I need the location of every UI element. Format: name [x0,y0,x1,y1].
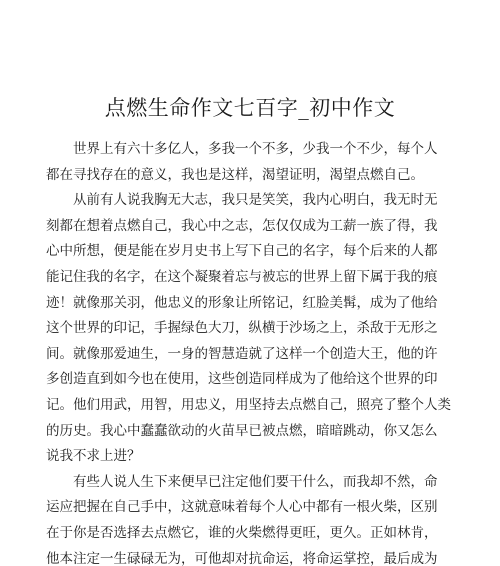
article-body [46,137,456,566]
text-line: 有些人说人生下来便早已注定他们要干什么，而我却不然，命 [73,473,438,490]
text-line: 多创造直到如今也在使用，这些创造同样成为了他给这个世界的印 [46,371,438,388]
text-line: 从前有人说我胸无大志，我只是笑笑，我内心明白，我无时无 [73,192,438,209]
text-line: 间。就像那爱迪生，一身的智慧造就了这样一个创造大王，他的许 [46,345,438,362]
text-line: 说我不求上进？ [46,448,141,465]
text-line: 迹！就像那关羽，他忠义的形象让所铭记，红脸美髯，成为了他给 [46,294,438,311]
text-line: 刻都在想着点燃自己，我心中之志，怎仅仅成为工薪一族了得，我 [46,217,438,234]
text-line: 他本注定一生碌碌无为，可他却对抗命运，将命运掌控，最后成为 [46,550,438,566]
text-line: 运应把握在自己手中，这就意味着每个人心中都有一根火柴，区别 [46,499,438,516]
text-line: 世界上有六十多亿人，多我一个不多，少我一个不少，每个人 [73,141,438,157]
text-line: 心中所想，便是能在岁月史书上写下自己的名字，每个后来的人都 [46,243,438,260]
text-line: 这个世界的印记，手握绿色大刀，纵横于沙场之上，杀敌于无形之 [46,320,438,337]
text-line: 能记住我的名字，在这个凝聚着忘与被忘的世界上留下属于我的痕 [46,268,438,285]
text-line: 都在寻找存在的意义，我也是这样，渴望证明，渴望点燃自己。 [46,166,424,183]
text-line: 记。他们用武，用智，用忠义，用坚持去点燃自己，照亮了整个人类 [46,396,451,413]
paragraph-2 [46,188,456,470]
article-title: 点燃生命作文七百字_初中作文 [104,96,396,120]
paragraph-3 [46,470,456,566]
text-line: 在于你是否选择去点燃它，谁的火柴燃得更旺，更久。正如林肯， [46,524,438,541]
text-line: 的历史。我心中蠢蠢欲动的火苗早已被点燃，暗暗跳动，你又怎么 [46,422,438,439]
paragraph-1 [46,137,456,188]
